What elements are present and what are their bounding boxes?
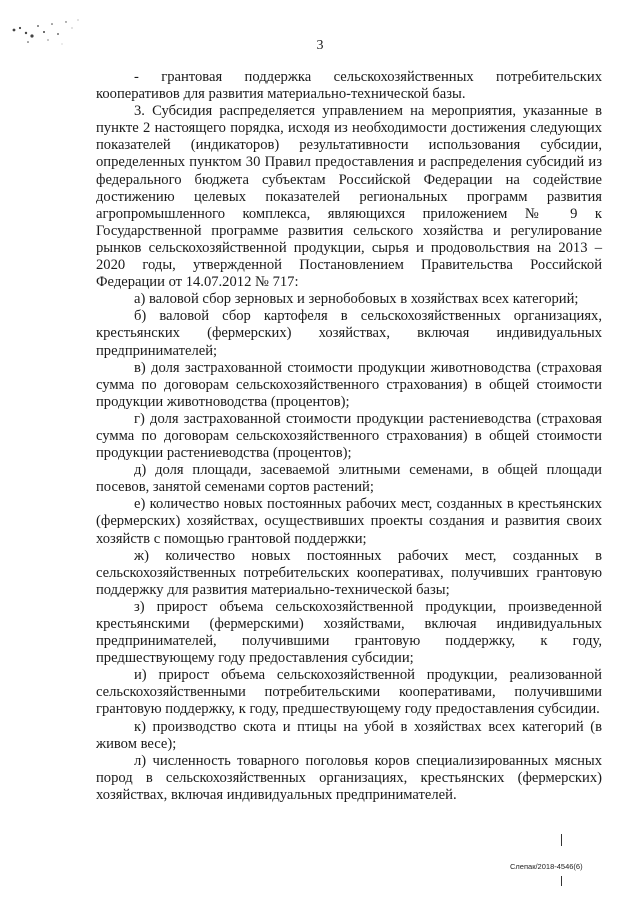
list-item-k: к) производство скота и птицы на убой в хозяйствах всех категорий (в живом весе); [96,718,602,752]
document-body [96,69,602,804]
list-item-z: з) прирост объема сельскохозяйственной продукции, произведенной крестьянскими (фермерскими) хозяйствами, включая индивидуальных предпринимателей, получившими грантовую поддержку, к году, предшествующему году предоставления субсидии; [96,598,602,667]
list-item-e: е) количество новых постоянных рабочих мест, созданных в крестьянских (фермерских) хозяйствах, осуществивших проекты создания и развития своих хозяйств с помощью грантовой поддержки; [96,496,602,547]
list-item-l: л) численность товарного поголовья коров специализированных мясных пород в сельскохозяйственных организациях, крестьянских (фермерских) хозяйствах, включая индивидуальных предпринимателей. [96,752,602,803]
margin-tick-mark [561,876,562,886]
list-item-b: б) валовой сбор картофеля в сельскохозяйственных организациях, крестьянских (фермерских) хозяйствах, включая индивидуальных предпринимателей; [96,308,602,359]
list-item-i: и) прирост объема сельскохозяйственной продукции, реализованной сельскохозяйственными потребительскими кооперативами, получившими грантовую поддержку, к году, предшествующему году предоставления субсидии. [96,667,602,718]
paragraph-section-3: 3. Субсидия распределяется управлением на мероприятия, указанные в пункте 2 настоящего порядка, исходя из необходимости достижения следующих показателей (индикаторов) результативности использования субсидии, определенных пунктом 30 Правил предоставления и распределения субсидий из федерального бюджета субъектам Российской Федерации на содействие достижению целевых показателей региональных программ развития агропромышленного комплекса, являющихся приложением № 9 к Государственной программе развития сельского хозяйства и регулирование рынков сельскохозяйственной продукции, сырья и продовольствия на 2013 – 2020 годы, утвержденной Постановлением Правительства Российской Федерации от 14.07.2012 № 717: [96,103,602,291]
margin-tick-mark [561,834,562,846]
list-item-d: д) доля площади, засеваемой элитными семенами, в общей площади посевов, занятой семенами сортов растений; [96,462,602,496]
paragraph-grant-support: - грантовая поддержка сельскохозяйственных потребительских кооперативов для развития материально-технической базы. [96,69,602,103]
page-number: 3 [316,38,324,53]
footer-document-code: Слепак/2018-4546(6) [510,862,583,871]
list-item-a: а) валовой сбор зерновых и зернобобовых в хозяйствах всех категорий; [134,291,579,308]
list-item-g: г) доля застрахованной стоимости продукции растениеводства (страховая сумма по договорам сельскохозяйственного страхования) в общей стоимости продукции растениеводства (процентов); [96,410,602,462]
list-item-v: в) доля застрахованной стоимости продукции животноводства (страховая сумма по договорам сельскохозяйственного страхования) в общей стоимости продукции животноводства (процентов); [96,359,602,410]
list-item-zh: ж) количество новых постоянных рабочих мест, созданных в сельскохозяйственных потребительских кооперативах, получивших грантовую поддержку для развития материально-технической базы; [96,547,602,598]
